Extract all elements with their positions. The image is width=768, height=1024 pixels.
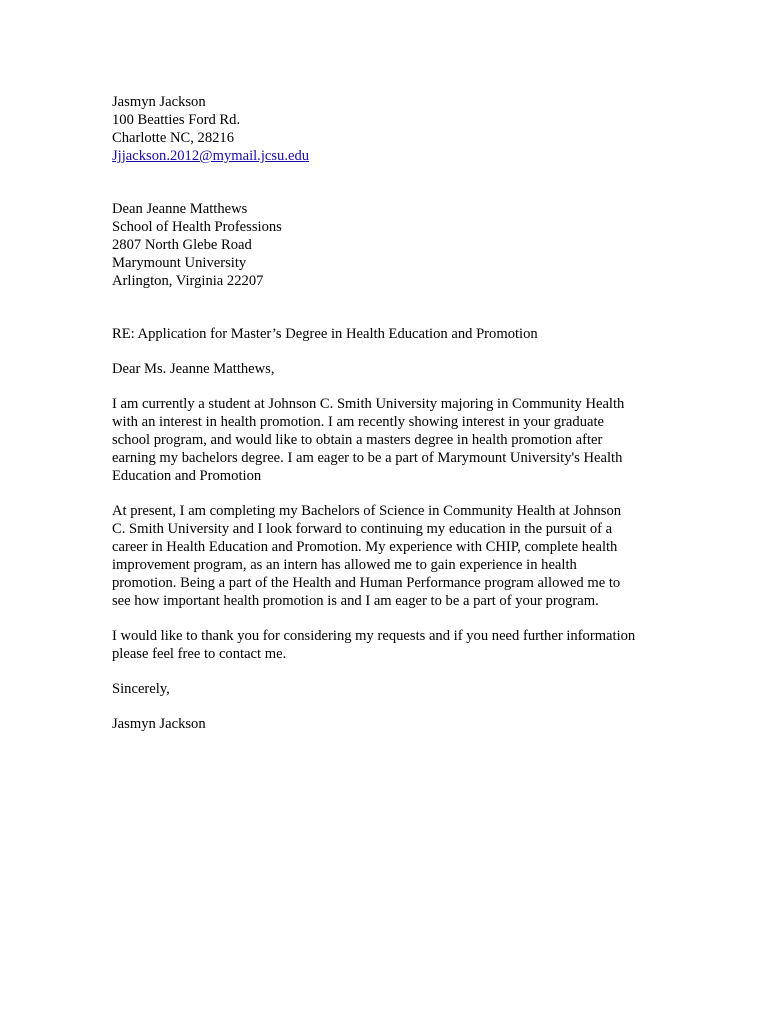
sender-street: 100 Beatties Ford Rd.	[112, 112, 241, 128]
recipient-city-line: Arlington, Virginia 22207	[112, 273, 264, 289]
closing: Sincerely,	[112, 681, 170, 697]
paragraph-line: improvement program, as an intern has allowed me to gain experience in health	[112, 557, 577, 573]
sender-address	[112, 93, 672, 165]
subject-line: RE: Application for Master’s Degree in Health Education and Promotion	[112, 326, 538, 342]
paragraph-line: I would like to thank you for considering my requests and if you need further information	[112, 628, 636, 644]
sender-name: Jasmyn Jackson	[112, 94, 206, 110]
paragraph-line: please feel free to contact me.	[112, 646, 287, 662]
recipient-name: Dean Jeanne Matthews	[112, 201, 248, 217]
letter-page	[112, 93, 672, 733]
body-paragraph-3	[112, 627, 672, 663]
recipient-institution: Marymount University	[112, 255, 247, 271]
paragraph-line: I am currently a student at Johnson C. Smith University majoring in Community Health	[112, 396, 625, 412]
paragraph-line: earning my bachelors degree. I am eager to be a part of Marymount University's Health	[112, 450, 623, 466]
paragraph-line: Education and Promotion	[112, 468, 262, 484]
paragraph-line: C. Smith University and I look forward to continuing my education in the pursuit of a	[112, 521, 613, 537]
paragraph-line: At present, I am completing my Bachelors of Science in Community Health at Johnson	[112, 503, 622, 519]
paragraph-line: career in Health Education and Promotion. My experience with CHIP, complete health	[112, 539, 618, 555]
sender-city-line: Charlotte NC, 28216	[112, 130, 235, 146]
paragraph-line: see how important health promotion is and I am eager to be a part of your program.	[112, 593, 599, 609]
paragraph-line: with an interest in health promotion. I am recently showing interest in your graduate	[112, 414, 605, 430]
recipient-department: School of Health Professions	[112, 219, 282, 235]
signature-name: Jasmyn Jackson	[112, 716, 206, 732]
paragraph-line: promotion. Being a part of the Health and Human Performance program allowed me to	[112, 575, 621, 591]
paragraph-line: school program, and would like to obtain a masters degree in health promotion after	[112, 432, 603, 448]
salutation: Dear Ms. Jeanne Matthews,	[112, 361, 275, 377]
sender-email-link[interactable]: Jjjackson.2012@mymail.jcsu.edu	[112, 148, 310, 164]
body-paragraph-1	[112, 395, 672, 485]
recipient-street: 2807 North Glebe Road	[112, 237, 252, 253]
recipient-address	[112, 200, 672, 290]
body-paragraph-2	[112, 502, 672, 610]
